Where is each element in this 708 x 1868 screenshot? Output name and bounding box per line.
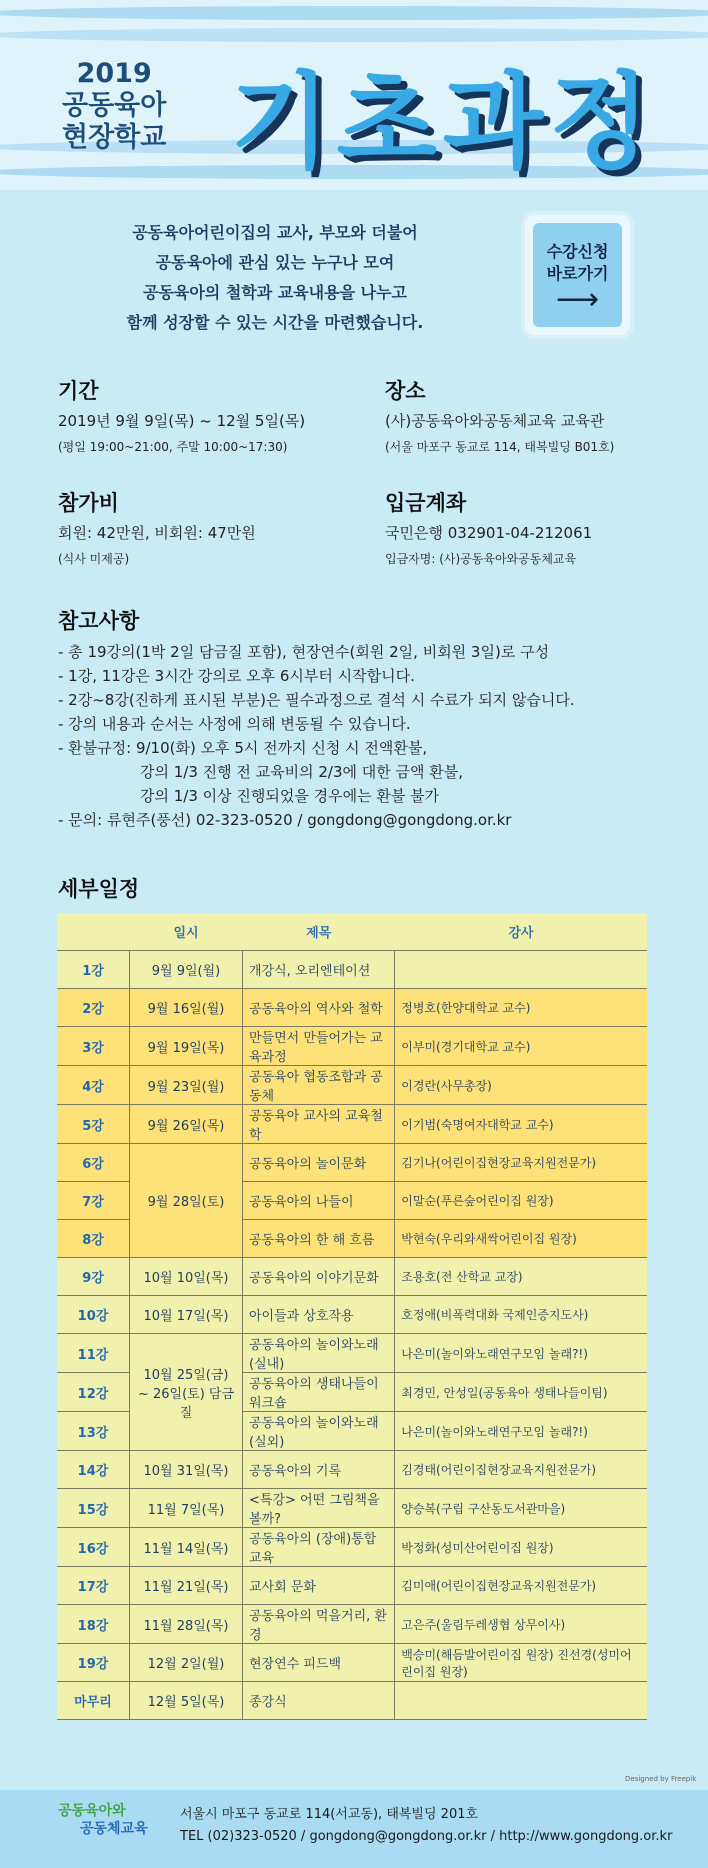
- account-sub: 입금자명: (사)공동육아와공동체교육: [385, 552, 577, 566]
- lecture-instructor: 이기범(숙명여자대학교 교수): [395, 1105, 647, 1144]
- lecture-instructor: 호정애(비폭력대화 국제인증지도사): [395, 1296, 647, 1334]
- lecture-number: 9강: [57, 1258, 130, 1296]
- lecture-date: 9월 28일(토): [130, 1144, 243, 1258]
- notes-heading: 참고사항: [58, 609, 140, 633]
- org-logo[interactable]: [58, 1802, 148, 1838]
- lecture-instructor: 김기나(어린이집현장교육지원전문가): [395, 1144, 647, 1182]
- table-row: [57, 1489, 647, 1528]
- lecture-number: 11강: [57, 1334, 130, 1373]
- banner-subtitle: [62, 58, 166, 154]
- lecture-number: 12강: [57, 1373, 130, 1412]
- fee-info: [58, 520, 256, 572]
- lecture-number: 19강: [57, 1644, 130, 1682]
- lecture-date: 9월 26일(목): [130, 1105, 243, 1144]
- lecture-date: 9월 19일(목): [130, 1027, 243, 1066]
- apply-button-face[interactable]: [533, 223, 622, 327]
- lecture-number: 4강: [57, 1066, 130, 1105]
- account-text: 국민은행 032901-04-212061: [385, 524, 593, 542]
- footer-contact-text: TEL (02)323-0520 / gongdong@gongdong.or.kr / http://www.gongdong.or.kr: [180, 1829, 673, 1844]
- lecture-instructor: 이부미(경기대학교 교수): [395, 1027, 647, 1066]
- lecture-number: 10강: [57, 1296, 130, 1334]
- lecture-number: 마무리: [57, 1682, 130, 1720]
- place-text: (사)공동육아와공동체교육 교육관: [385, 412, 605, 430]
- lecture-title: 공동육아의 (장애)통합교육: [243, 1528, 395, 1567]
- lecture-title: 공동육아의 나들이: [243, 1182, 395, 1220]
- table-row: [57, 1451, 647, 1489]
- lecture-title: 아이들과 상호작용: [243, 1296, 395, 1334]
- lecture-date: 11월 7일(목): [130, 1489, 243, 1528]
- lecture-title: <특강> 어떤 그림책을 볼까?: [243, 1489, 395, 1528]
- arrow-right-icon: ⟶: [555, 282, 599, 317]
- place-heading: 장소: [385, 379, 426, 403]
- place-sub: (서울 마포구 동교로 114, 태복빌딩 B01호): [385, 440, 615, 454]
- lecture-instructor: 김경태(어린이집현장교육지원전문가): [395, 1451, 647, 1489]
- lecture-number: 8강: [57, 1220, 130, 1258]
- lecture-instructor: 나은미(놀이와노래연구모임 놀래?!): [395, 1334, 647, 1373]
- notes-line: - 1강, 11강은 3시간 강의로 오후 6시부터 시작합니다.: [58, 667, 415, 685]
- lecture-number: 18강: [57, 1605, 130, 1644]
- table-row: [57, 1682, 647, 1720]
- page-title: 기초과정: [230, 61, 656, 183]
- schedule-heading: 세부일정: [58, 877, 140, 901]
- lecture-title: 공동육아의 한 해 흐름: [243, 1220, 395, 1258]
- lecture-instructor: 박현숙(우리와새싹어린이집 원장): [395, 1220, 647, 1258]
- schedule-table: [57, 913, 647, 1720]
- lecture-instructor: 백승미(해듬발어린이집 원장) 진선경(성미어린이집 원장): [395, 1644, 647, 1682]
- lecture-date: 11월 14일(목): [130, 1528, 243, 1567]
- period-sub: (평일 19:00~21:00, 주말 10:00~17:30): [58, 440, 288, 454]
- notes-list: [58, 640, 575, 832]
- lecture-instructor: 최경민, 안성일(공동육아 생태나들이팀): [395, 1373, 647, 1412]
- table-row: [57, 1567, 647, 1605]
- lecture-date: 11월 28일(목): [130, 1605, 243, 1644]
- table-row: [57, 1258, 647, 1296]
- table-header-row: [57, 913, 647, 951]
- lecture-title: 교사회 문화: [243, 1567, 395, 1605]
- lecture-title: 공동육아의 먹을거리, 환경: [243, 1605, 395, 1644]
- lecture-title: 공동육아 교사의 교육철학: [243, 1105, 395, 1144]
- lecture-date: 9월 16일(월): [130, 989, 243, 1027]
- logo-line1: 공동육아와: [58, 1803, 126, 1819]
- fee-sub: (식사 미제공): [58, 552, 130, 566]
- lecture-instructor: 정병호(한양대학교 교수): [395, 989, 647, 1027]
- lecture-number: 1강: [57, 951, 130, 989]
- table-row: [57, 1528, 647, 1567]
- lecture-number: 17강: [57, 1567, 130, 1605]
- design-credit: Designed by Freepik: [625, 1775, 697, 1783]
- apply-label-line1: 수강신청: [546, 242, 609, 261]
- lecture-date: 12월 2일(월): [130, 1644, 243, 1682]
- intro-text: [110, 218, 440, 338]
- lecture-title: 공동육아의 놀이와노래(실내): [243, 1334, 395, 1373]
- lecture-number: 3강: [57, 1027, 130, 1066]
- intro-line: 공동육아에 관심 있는 누구나 모여: [155, 253, 395, 272]
- apply-button[interactable]: [525, 215, 630, 335]
- notes-line: - 총 19강의(1박 2일 담금질 포함), 현장연수(회원 2일, 비회원 3일)로 구성: [58, 643, 550, 661]
- lecture-title: 공동육아의 놀이문화: [243, 1144, 395, 1182]
- table-row: [57, 1334, 647, 1373]
- period-info: [58, 408, 305, 460]
- table-row: [57, 1027, 647, 1066]
- notes-line: - 강의 내용과 순서는 사정에 의해 변동될 수 있습니다.: [58, 715, 411, 733]
- lecture-date: 9월 9일(월): [130, 951, 243, 989]
- column-header-instructor: 강사: [395, 913, 647, 951]
- notes-line: 강의 1/3 진행 전 교육비의 2/3에 대한 금액 환불,: [140, 763, 464, 781]
- table-row: [57, 1144, 647, 1182]
- footer-address: [180, 1804, 672, 1848]
- lecture-title: 공동육아의 생태나들이 워크숍: [243, 1373, 395, 1412]
- lecture-date: 10월 31일(목): [130, 1451, 243, 1489]
- table-row: [57, 989, 647, 1027]
- logo-line2: 공동체교육: [80, 1821, 148, 1837]
- banner-year: 2019: [76, 58, 152, 89]
- footer-addr-text: 서울시 마포구 동교로 114(서교동), 태복빌딩 201호: [180, 1807, 479, 1822]
- notes-line: - 환불규정: 9/10(화) 오후 5시 전까지 신청 시 전액환불,: [58, 739, 428, 757]
- lecture-title: 공동육아의 역사와 철학: [243, 989, 395, 1027]
- account-info: [385, 520, 592, 572]
- lecture-number: 16강: [57, 1528, 130, 1567]
- banner-sub2: 현장학교: [62, 122, 167, 153]
- lecture-instructor: 고은주(울림두레생협 상무이사): [395, 1605, 647, 1644]
- apply-label-line2: 바로가기: [546, 264, 609, 283]
- table-row: [57, 1296, 647, 1334]
- lecture-title: 현장연수 피드백: [243, 1644, 395, 1682]
- notes-line: - 2강~8강(진하게 표시된 부분)은 필수과정으로 결석 시 수료가 되지 않습니다.: [58, 691, 575, 709]
- lecture-number: 5강: [57, 1105, 130, 1144]
- notes-line: 강의 1/3 이상 진행되었을 경우에는 환불 불가: [140, 787, 440, 805]
- lecture-number: 2강: [57, 989, 130, 1027]
- lecture-number: 6강: [57, 1144, 130, 1182]
- table-row: [57, 1105, 647, 1144]
- column-header-lecture: [57, 913, 130, 951]
- table-row: [57, 1644, 647, 1682]
- banner-sub1: 공동육아: [62, 90, 167, 121]
- lecture-date: 10월 10일(목): [130, 1258, 243, 1296]
- column-header-date: 일시: [130, 913, 243, 951]
- lecture-date: 11월 21일(목): [130, 1567, 243, 1605]
- lecture-instructor: 김미애(어린이집현장교육지원전문가): [395, 1567, 647, 1605]
- lecture-instructor: 조용호(전 산학교 교장): [395, 1258, 647, 1296]
- column-header-title: 제목: [243, 913, 395, 951]
- lecture-title: 개강식, 오리엔테이션: [243, 951, 395, 989]
- lecture-instructor: [395, 1682, 647, 1720]
- lecture-instructor: 이경란(사무총장): [395, 1066, 647, 1105]
- lecture-date: 12월 5일(목): [130, 1682, 243, 1720]
- table-row: [57, 1605, 647, 1644]
- lecture-number: 14강: [57, 1451, 130, 1489]
- footer: [0, 1790, 708, 1868]
- fee-heading: 참가비: [58, 491, 119, 515]
- lecture-instructor: 이말순(푸른숲어린이집 원장): [395, 1182, 647, 1220]
- place-info: [385, 408, 614, 460]
- intro-line: 함께 성장할 수 있는 시간을 마련했습니다.: [126, 313, 424, 332]
- intro-line: 공동육아어린이집의 교사, 부모와 더불어: [132, 223, 418, 242]
- period-text: 2019년 9월 9일(목) ~ 12월 5일(목): [58, 412, 306, 430]
- header-banner: [0, 0, 708, 190]
- lecture-title: 종강식: [243, 1682, 395, 1720]
- lecture-title: 공동육아의 기록: [243, 1451, 395, 1489]
- lecture-date: 10월 17일(목): [130, 1296, 243, 1334]
- lecture-number: 7강: [57, 1182, 130, 1220]
- period-heading: 기간: [58, 379, 99, 403]
- lecture-title: 만들면서 만들어가는 교육과정: [243, 1027, 395, 1066]
- lecture-instructor: 양승복(구립 구산동도서관마을): [395, 1489, 647, 1528]
- account-heading: 입금계좌: [385, 491, 467, 515]
- lecture-instructor: [395, 951, 647, 989]
- table-row: [57, 951, 647, 989]
- lecture-date: 9월 23일(월): [130, 1066, 243, 1105]
- lecture-instructor: 나은미(놀이와노래연구모임 놀래?!): [395, 1412, 647, 1451]
- table-row: [57, 1066, 647, 1105]
- lecture-title: 공동육아 협동조합과 공동체: [243, 1066, 395, 1105]
- lecture-title: 공동육아의 놀이와노래(실외): [243, 1412, 395, 1451]
- lecture-title: 공동육아의 이야기문화: [243, 1258, 395, 1296]
- fee-text: 회원: 42만원, 비회원: 47만원: [58, 524, 256, 542]
- lecture-number: 15강: [57, 1489, 130, 1528]
- lecture-date: 10월 25일(금) ~ 26일(토) 담금질: [130, 1334, 243, 1451]
- notes-line: - 문의: 류현주(풍선) 02-323-0520 / gongdong@gongdong.or.kr: [58, 811, 512, 829]
- lecture-instructor: 박정화(성미산어린이집 원장): [395, 1528, 647, 1567]
- intro-line: 공동육아의 철학과 교육내용을 나누고: [142, 283, 407, 302]
- wave-decoration: [0, 6, 708, 20]
- lecture-number: 13강: [57, 1412, 130, 1451]
